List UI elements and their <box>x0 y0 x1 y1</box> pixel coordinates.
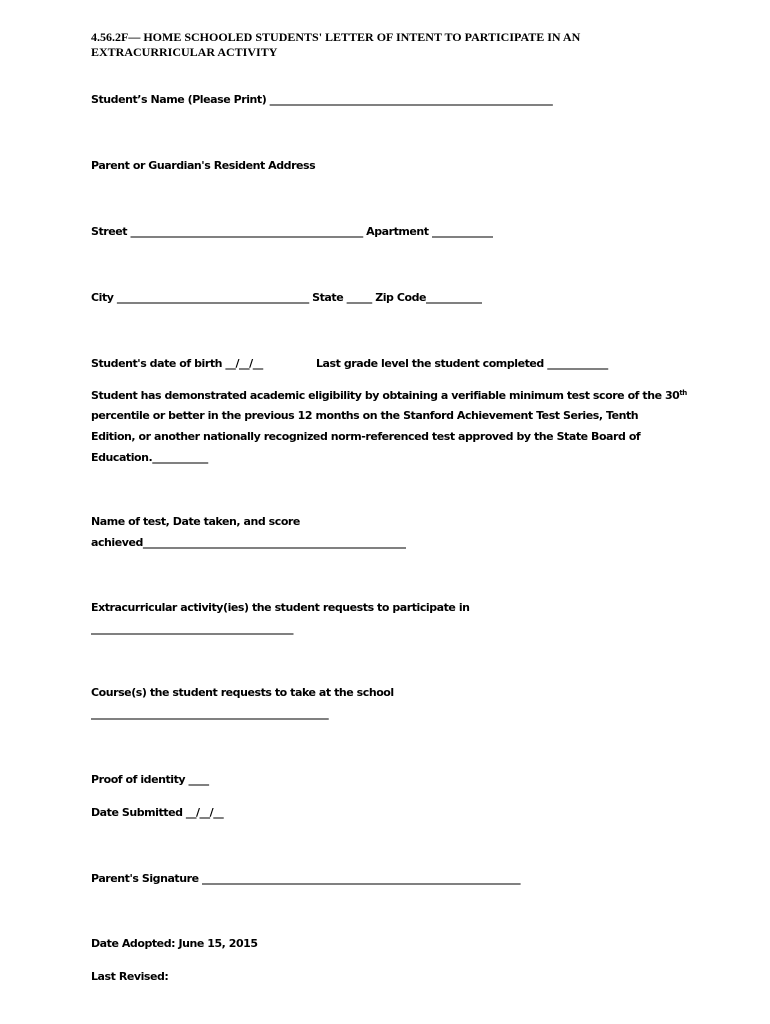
date-of-birth-field[interactable]: Student's date of birth __/__/__ <box>91 357 263 370</box>
activity-label: Extracurricular activity(ies) the student requests to participate in <box>91 601 470 614</box>
parent-signature-field[interactable]: Parent's Signature _______________________________________________________________ <box>91 872 521 885</box>
street-apartment-field[interactable]: Street ______________________________________________ Apartment ____________ <box>91 225 493 238</box>
date-submitted-field[interactable]: Date Submitted __/__/__ <box>91 806 224 819</box>
test-info-label: Name of test, Date taken, and score <box>91 515 300 528</box>
eligibility-blank[interactable]: Education.___________ <box>91 451 208 464</box>
course-label: Course(s) the student requests to take at the school <box>91 686 394 699</box>
proof-of-identity-field[interactable]: Proof of identity ____ <box>91 773 209 786</box>
eligibility-line-3: Edition, or another nationally recognized norm-referenced test approved by the State Board of <box>91 430 641 443</box>
activity-field[interactable]: ________________________________________ <box>91 622 294 635</box>
last-grade-field[interactable]: Last grade level the student completed ____________ <box>316 357 608 370</box>
eligibility-line-1 <box>91 389 687 403</box>
test-info-field[interactable]: achieved____________________________________________________ <box>91 536 406 549</box>
date-adopted: Date Adopted: June 15, 2015 <box>91 937 258 950</box>
form-title <box>91 30 691 60</box>
course-field[interactable]: _______________________________________________ <box>91 707 329 720</box>
form-title-line-1: 4.56.2F— HOME SCHOOLED STUDENTS' LETTER OF INTENT TO PARTICIPATE IN AN <box>91 30 581 44</box>
eligibility-line-2: percentile or better in the previous 12 months on the Stanford Achievement Test Series, Tenth <box>91 409 639 422</box>
city-state-zip-field[interactable]: City ______________________________________ State _____ Zip Code___________ <box>91 291 482 304</box>
eligibility-superscript: th <box>679 389 687 397</box>
address-heading: Parent or Guardian's Resident Address <box>91 159 316 172</box>
last-revised: Last Revised: <box>91 970 169 983</box>
student-name-field[interactable]: Student’s Name (Please Print) ________________________________________________________ <box>91 93 553 106</box>
eligibility-line-1-text: Student has demonstrated academic eligibility by obtaining a verifiable minimum test score of the 30 <box>91 389 680 402</box>
form-title-line-2: EXTRACURRICULAR ACTIVITY <box>91 45 278 59</box>
